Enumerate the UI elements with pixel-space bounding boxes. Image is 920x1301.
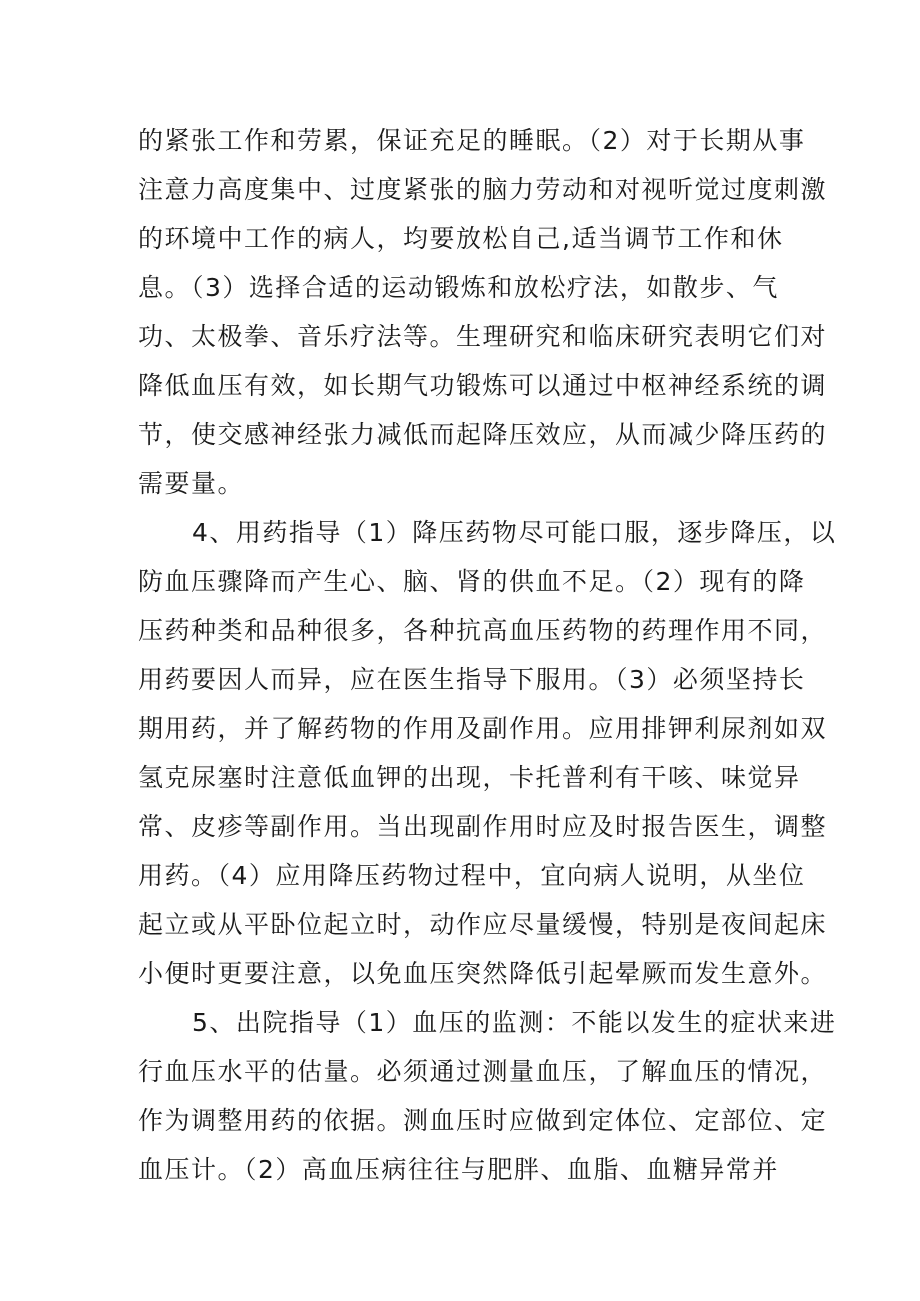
text-line: 小便时更要注意，以免血压突然降低引起晕厥而发生意外。: [138, 959, 828, 988]
paragraph-medication-guidance: [138, 508, 837, 998]
text-line: 常、皮疹等副作用。当出现副作用时应及时报告医生，调整: [138, 812, 828, 841]
text-line: 节，使交感神经张力减低而起降压效应，从而减少降压药的: [138, 420, 828, 449]
text-line: 氢克尿塞时注意低血钾的出现，卡托普利有干咳、味觉异: [138, 763, 801, 792]
text-line: 起立或从平卧位起立时，动作应尽量缓慢，特别是夜间起床: [138, 910, 828, 939]
text-line: 的紧张工作和劳累，保证充足的睡眠。（2）对于长期从事: [138, 126, 806, 155]
paragraph-continuation: [138, 116, 828, 508]
text-line: 息。（3）选择合适的运动锻炼和放松疗法，如散步、气: [138, 273, 779, 302]
text-line: 用药。（4）应用降压药物过程中，宜向病人说明，从坐位: [138, 861, 806, 890]
text-line: 降低血压有效，如长期气功锻炼可以通过中枢神经系统的调: [138, 371, 828, 400]
text-line: 5、出院指导（1）血压的监测：不能以发生的症状来进: [192, 1008, 837, 1037]
text-line: 期用药，并了解药物的作用及副作用。应用排钾利尿剂如双: [138, 714, 828, 743]
text-line: 作为调整用药的依据。测血压时应做到定体位、定部位、定: [138, 1106, 828, 1135]
document-body: [138, 116, 837, 1194]
text-line: 压药种类和品种很多，各种抗高血压药物的药理作用不同，: [138, 616, 828, 645]
text-line: 行血压水平的估量。必须通过测量血压，了解血压的情况，: [138, 1057, 828, 1086]
paragraph-discharge-guidance: [138, 998, 837, 1194]
text-line: 用药要因人而异，应在医生指导下服用。（3）必须坚持长: [138, 665, 806, 694]
text-line: 注意力高度集中、过度紧张的脑力劳动和对视听觉过度刺激: [138, 175, 828, 204]
text-line: 需要量。: [138, 469, 245, 498]
text-line: 的环境中工作的病人，均要放松自己,适当调节工作和休: [138, 224, 784, 253]
text-line: 4、用药指导（1）降压药物尽可能口服，逐步降压，以: [192, 518, 837, 547]
text-line: 防血压骤降而产生心、脑、肾的供血不足。（2）现有的降: [138, 567, 806, 596]
text-line: 血压计。（2）高血压病往往与肥胖、血脂、血糖异常并: [138, 1155, 779, 1184]
text-line: 功、太极拳、音乐疗法等。生理研究和临床研究表明它们对: [138, 322, 828, 351]
